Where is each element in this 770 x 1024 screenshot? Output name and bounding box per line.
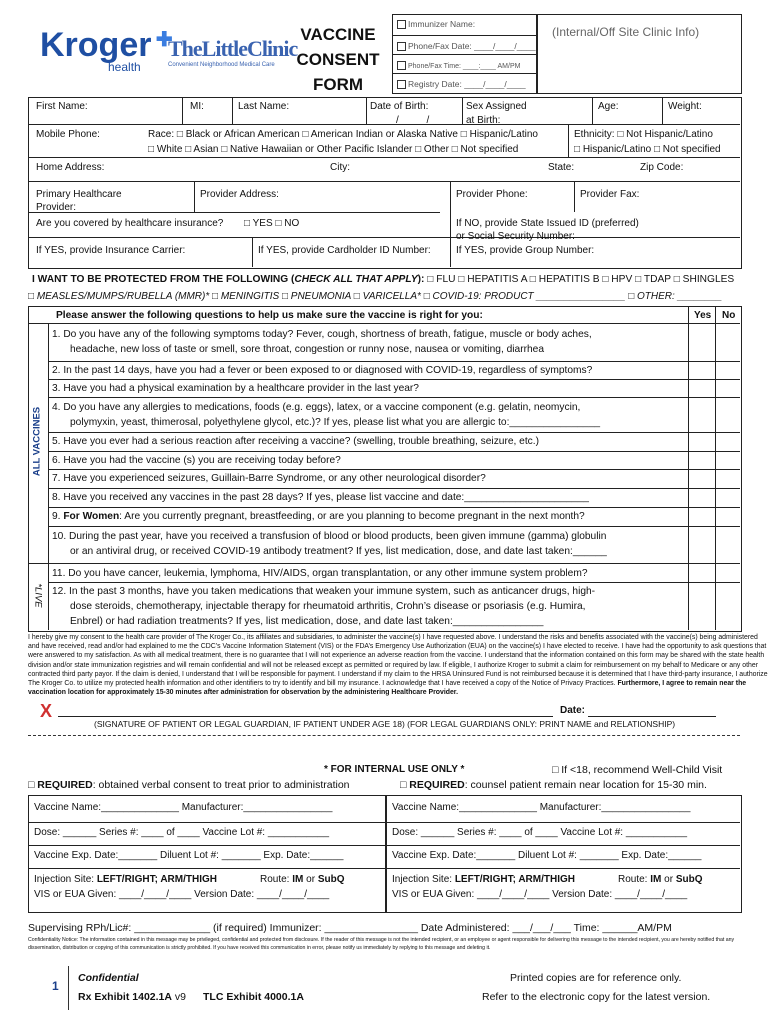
left-injection-site[interactable]: Injection Site: LEFT/RIGHT; ARM/THIGH xyxy=(34,874,217,885)
right-injection-site[interactable]: Injection Site: LEFT/RIGHT; ARM/THIGH xyxy=(392,874,575,885)
required-consent-checkbox[interactable]: □ REQUIRED: obtained verbal consent to treat prior to administration xyxy=(28,779,350,791)
question-5: 5. Have you ever had a serious reaction after receiving a vaccine? (swelling, trouble breathing, seizure, etc.) xyxy=(52,436,539,447)
questions-header: Please answer the following questions to help us make sure the vaccine is right for you: xyxy=(56,310,483,321)
kroger-logo: Kroger ✚ health xyxy=(40,26,173,74)
right-vaccine-name[interactable]: Vaccine Name:______________ Manufacturer:________________ xyxy=(392,802,691,813)
electronic-copy-note: Refer to the electronic copy for the latest version. xyxy=(482,991,711,1003)
signature-caption: (SIGNATURE OF PATIENT OR LEGAL GUARDIAN, IF PATIENT UNDER AGE 18) (FOR LEGAL GUARDIANS ONLY: PRINT NAME and RELATIONSHIP) xyxy=(94,719,676,729)
mobile-label: Mobile Phone: xyxy=(36,129,100,140)
question-3: 3. Have you had a physical examination by a healthcare provider in the last year? xyxy=(52,383,419,394)
right-vis[interactable]: VIS or EUA Given: ____/____/____ Version Date: ____/____/____ xyxy=(392,889,688,900)
age-label: Age: xyxy=(598,101,619,112)
first-name-label: First Name: xyxy=(36,101,88,112)
dob-label: Date of Birth: xyxy=(370,101,429,112)
home-address-label: Home Address: xyxy=(36,162,105,173)
printed-copies-note: Printed copies are for reference only. xyxy=(510,972,682,984)
required-counsel-checkbox[interactable]: □ REQUIRED: counsel patient remain near location for 15-30 min. xyxy=(400,779,707,791)
consent-paragraph: I hereby give my consent to the health care provider of The Kroger Co., its affiliates and subsidiaries, to administer the vaccine(s) I have requested above. I understand the risks and benefits associated with the vaccine(s) being administered and have received, read and/or had explained to me the CDC’s Vaccine Information Statement (VIS) or the FDA’s Emergency Use Authorization (EUA) on the vaccine(s) I have elected to receive. I have had the opportunity to ask questions that were answered to my satisfaction. As with all medical treatment, there is no guarantee that I will not experience an adverse reaction from the vaccine. I understand that the information contained on this form may be shared with the state health division and/or state immunization registries and will remain confidential and will not be released except as permitted or required by law. If eligible, I authorize Kroger to submit a claim for reimbursement on my behalf to Medicare or any other contracted third party payor. If the claim is denied, I understand that I will be responsible for payment. I understand if my claim to the HRSA Uninsured Fund is not reimbursed because it is determined that I have third-party insurance, I authorize The Kroger Co. to utilize my protected health information and other identifiers to try to identify and bill my insurance. I acknowledge that I have received a copy of the Notice of Privacy Practices. Furthermore, I agree to remain near the vaccination location for approximately 15-30 minutes after administration for observation by the administering Healthcare Provider. xyxy=(28,634,768,697)
dob-slashes: / / xyxy=(396,115,430,126)
internal-use-title: * FOR INTERNAL USE ONLY * xyxy=(324,764,465,775)
signature-x-mark: X xyxy=(40,701,53,721)
left-vis[interactable]: VIS or EUA Given: ____/____/____ Version Date: ____/____/____ xyxy=(34,889,330,900)
question-7: 7. Have you experienced seizures, Guillain-Barre Syndrome, or any other neurological disorder? xyxy=(52,473,486,484)
group-number-label: If YES, provide Group Number: xyxy=(456,245,595,256)
zip-label: Zip Code: xyxy=(640,162,684,173)
right-dose[interactable]: Dose: ______ Series #: ____ of ____ Vaccine Lot #: ___________ xyxy=(392,827,688,838)
insurance-question: Are you covered by healthcare insurance? xyxy=(36,218,224,229)
ethnicity-options-1[interactable]: Ethnicity: □ Not Hispanic/Latino xyxy=(574,129,713,140)
last-name-label: Last Name: xyxy=(238,101,290,112)
plus-icon: ✚ xyxy=(155,29,173,51)
provider-fax-label: Provider Fax: xyxy=(580,189,640,200)
state-label: State: xyxy=(548,162,575,173)
question-4: 4. Do you have any allergies to medications, foods (e.g. eggs), latex, or a vaccine component (e.g. gelatin, neomycin, polymyxin, yeast, thimerosal, polyethylene glycol, etc.)? If yes, please list what you are allergic to:________________ xyxy=(52,402,601,428)
race-options-1[interactable]: Race: □ Black or African American □ American Indian or Alaska Native □ Hispanic/Latino xyxy=(148,129,538,140)
race-options-2[interactable]: □ White □ Asian □ Native Hawaiian or Other Pacific Islander □ Other □ Not specified xyxy=(148,144,519,155)
left-dose[interactable]: Dose: ______ Series #: ____ of ____ Vaccine Lot #: ___________ xyxy=(34,827,330,838)
left-exp[interactable]: Vaccine Exp. Date:_______ Diluent Lot #: _______ Exp. Date:______ xyxy=(34,850,344,861)
confidential-label: Confidential xyxy=(78,972,139,984)
ethnicity-options-2[interactable]: □ Hispanic/Latino □ Not specified xyxy=(574,144,721,155)
question-6: 6. Have you had the vaccine (s) you are receiving today before? xyxy=(52,455,341,466)
provider-address-label: Provider Address: xyxy=(200,189,279,200)
rx-exhibit: Rx Exhibit 1402.1A v9 xyxy=(78,991,186,1003)
well-child-checkbox[interactable]: □ If <18, recommend Well-Child Visit xyxy=(552,764,723,776)
patient-info-section xyxy=(28,97,742,269)
right-route[interactable]: Route: IM or SubQ xyxy=(618,874,703,885)
left-vaccine-name[interactable]: Vaccine Name:______________ Manufacturer:________________ xyxy=(34,802,333,813)
state-id-label: If NO, provide State Issued ID (preferred) xyxy=(456,218,639,229)
weight-label: Weight: xyxy=(668,101,702,112)
protect-line-1[interactable]: I WANT TO BE PROTECTED FROM THE FOLLOWING (CHECK ALL THAT APPLY): □ FLU □ HEPATITIS A □ HEPATITIS B □ HPV □ TDAP □ SHINGLES xyxy=(32,274,735,285)
provider-phone-label: Provider Phone: xyxy=(456,189,528,200)
date-label: Date: xyxy=(560,705,586,716)
no-header: No xyxy=(722,310,736,321)
page-number: 1 xyxy=(52,979,59,993)
yes-header: Yes xyxy=(694,310,712,321)
sex-label: Sex Assigned xyxy=(466,101,527,112)
sex-label-2: at Birth: xyxy=(466,115,501,126)
question-8: 8. Have you received any vaccines in the past 28 days? If yes, please list vaccine and date:______________________ xyxy=(52,492,589,503)
immunizer-fields: Immunizer Name: Phone/Fax Date: ____/____/____ Phone/Fax Time: ____:____ AM/PM Registry Date: ____/____/____ xyxy=(392,14,537,94)
left-route[interactable]: Route: IM or SubQ xyxy=(260,874,345,885)
question-2: 2. In the past 14 days, have you had a fever or been exposed to or diagnosed with COVID-19, regardless of symptoms? xyxy=(52,365,593,376)
question-1: 1. Do you have any of the following symptoms today? Fever, cough, shortness of breath, fatigue, muscle or body aches, headache, new loss of taste or smell, sore throat, congestion or runny nose, nausea or vomiting, diarrhea xyxy=(52,329,592,355)
page-title: VACCINE CONSENT FORM xyxy=(296,25,380,94)
question-10: 10. During the past year, have you received a transfusion of blood or blood products, been given immune (gamma) globulin or an antiviral drug, or received COVID-19 antibody treatment? If yes, list medication, dose, and date last taken:______ xyxy=(52,531,607,557)
confidentiality-notice: Confidentiality Notice: The information contained in this message may be privileged, confidential and protected from disclosure. If the reader of this message is not the intended recipient, or an employee or agent responsible for delivering this message to the intended recipient, you are hereby notified that any dissemination, distribution or copying of this communication is strictly prohibited. If you have received this communication in error, please notify us immediately by replying to this message and deleting it. xyxy=(28,937,735,951)
dashed-separator xyxy=(28,735,740,736)
insurance-yes-no[interactable]: □ YES □ NO xyxy=(244,218,300,229)
carrier-label: If YES, provide Insurance Carrier: xyxy=(36,245,186,256)
right-exp[interactable]: Vaccine Exp. Date:_______ Diluent Lot #: _______ Exp. Date:______ xyxy=(392,850,702,861)
primary-healthcare-label: Primary Healthcare xyxy=(36,189,122,200)
side-label-live: *LIVE xyxy=(32,583,44,608)
question-12: 12. In the past 3 months, have you taken medications that weaken your immune system, such as anticancer drugs, high- dose steroids, chemotherapy, injectable therapy for rheumatoid arthritis, Crohn’s disease or psoriasis (e.g. Humira, Enbrel) or had radiation treatments? If yes, list medication, dose, and date last taken:________________ xyxy=(52,586,596,627)
clinic-info-box: (Internal/Off Site Clinic Info) xyxy=(537,14,742,94)
mi-label: MI: xyxy=(190,101,204,112)
city-label: City: xyxy=(330,162,350,173)
little-clinic-logo: TheLittleClinic Convenient Neighborhood Medical Care xyxy=(168,36,298,68)
tlc-exhibit: TLC Exhibit 4000.1A xyxy=(203,991,304,1003)
protect-line-2[interactable]: □ MEASLES/MUMPS/RUBELLA (MMR)* □ MENINGITIS □ PNEUMONIA □ VARICELLA* □ COVID-19: PRODUCT ________________ □ OTHER: ________ xyxy=(28,291,723,302)
supervising-rph-line[interactable]: Supervising RPh/Lic#: _____________ (if required) Immunizer: ________________ Date Administered: ___/___/___ Time: ______AM/PM xyxy=(28,922,672,934)
question-11: 11. Do you have cancer, leukemia, lymphoma, HIV/AIDS, organ transplantation, or any other immune system problem? xyxy=(52,568,588,579)
side-label-all-vaccines: ALL VACCINES xyxy=(31,406,43,477)
cardholder-label: If YES, provide Cardholder ID Number: xyxy=(258,245,431,256)
question-9: 9. For Women: Are you currently pregnant, breastfeeding, or are you planning to become pregnant in the next month? xyxy=(52,511,585,522)
